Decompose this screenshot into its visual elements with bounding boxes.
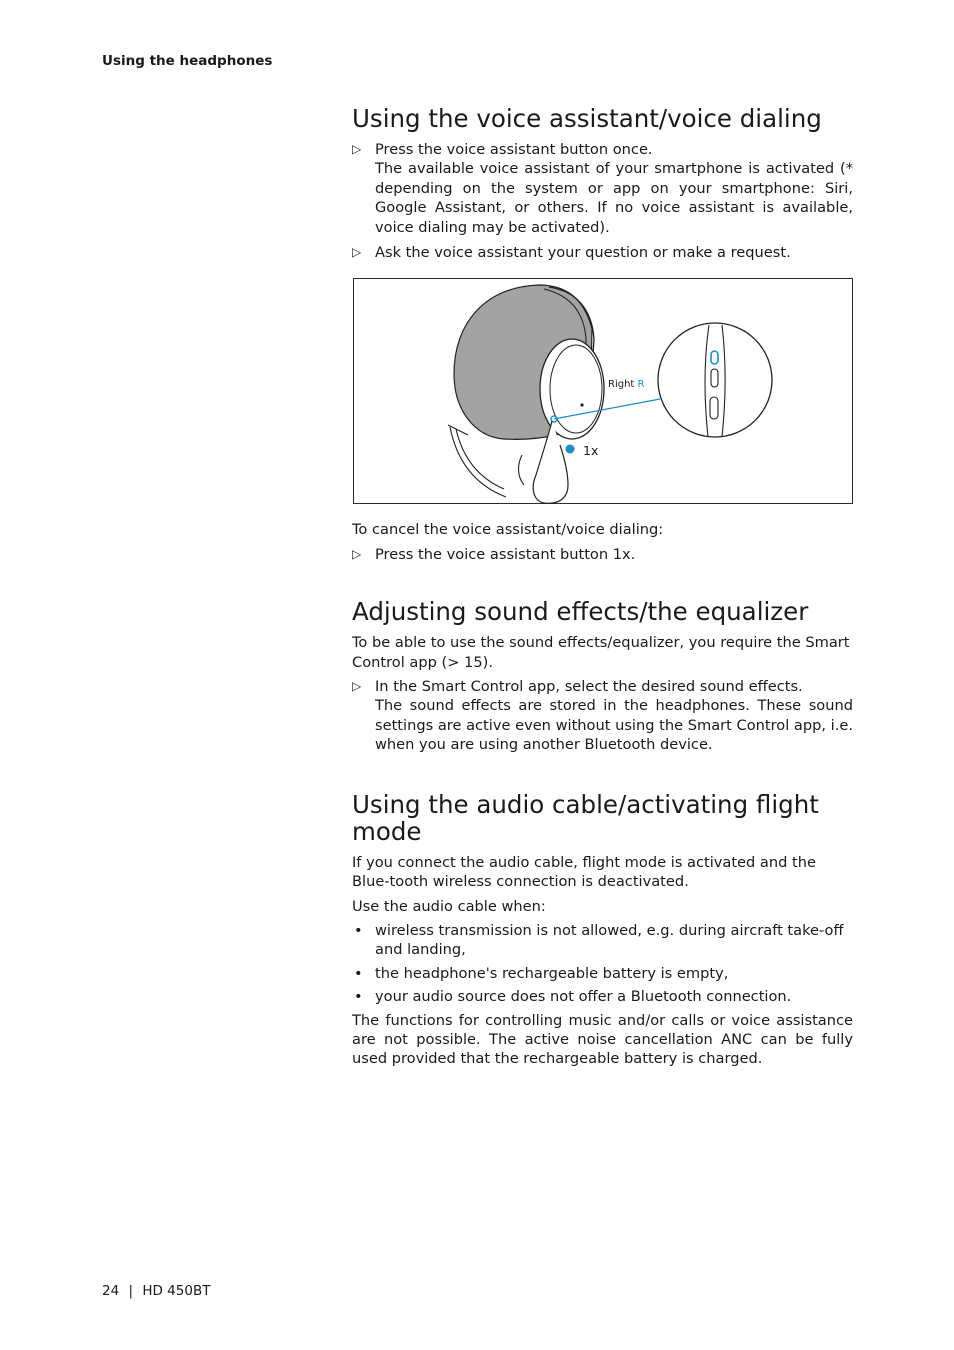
section-equalizer (352, 598, 853, 754)
cable-use-when: Use the audio cable when: (352, 897, 546, 915)
step-action-text: In the Smart Control app, select the desired sound effects. (375, 678, 803, 696)
heading-equalizer: Adjusting sound effects/the equalizer (352, 597, 809, 627)
press-count-label: 1x (583, 443, 599, 459)
ear-cup-inner (550, 345, 602, 433)
step-ask-assistant (352, 243, 853, 262)
heading-voice-assistant: Using the voice assistant/voice dialing (352, 104, 822, 133)
heading-audio-cable: Using the audio cable/activating flight mode (352, 789, 819, 846)
equalizer-intro: To be able to use the sound effects/equalizer, you require the Smart Control app (> 15). (352, 634, 850, 671)
bullet-icon: • (354, 921, 363, 939)
step-triangle-icon: ▷ (352, 546, 362, 561)
list-item-text: wireless transmission is not allowed, e.g. during aircraft take-off and landing, (375, 921, 844, 959)
side-label-text: Right (608, 379, 635, 391)
step-triangle-icon: ▷ (352, 679, 362, 694)
step-select-effects (352, 677, 853, 755)
cable-intro: If you connect the audio cable, flight mode is activated and the Blue-tooth wireless connection is deactivated. (352, 853, 816, 891)
step-action-text: Ask the voice assistant your question or make a request. (375, 244, 791, 262)
running-head: Using the headphones (102, 53, 273, 69)
section-audio-cable (352, 791, 853, 1069)
bullet-icon: • (354, 988, 363, 1006)
step-action-text: Press the voice assistant button once. (375, 141, 653, 158)
ear-cup-dot (580, 404, 583, 407)
cable-closing: The functions for controlling music and/or calls or voice assistance are not possible. The active noise cancellation ANC can be fully used provided that the rechargeable battery is charged. (352, 1011, 853, 1068)
list-item (352, 987, 853, 1006)
step-triangle-icon: ▷ (352, 142, 362, 156)
zoom-power-switch (710, 397, 718, 419)
page-number: 24 (102, 1283, 120, 1299)
side-letter: R (637, 379, 645, 391)
list-item-text: the headphone's rechargeable battery is empty, (375, 964, 729, 982)
page-content (352, 105, 853, 1074)
press-indicator-dot (566, 445, 575, 454)
step-cancel (352, 545, 853, 564)
footer-separator: | (128, 1283, 134, 1299)
cancel-intro: To cancel the voice assistant/voice dialing: (352, 521, 664, 539)
headphone-drawing (354, 279, 854, 505)
headphone-illustration (353, 278, 853, 504)
zoom-volume-button (711, 369, 718, 387)
bullet-icon: • (354, 964, 363, 982)
step-press-button (352, 140, 853, 237)
step-result-text: The available voice assistant of your smartphone is activated (* depending on the system or app on your smartphone: Siri, Google Assistant, or others. If no voice assistant is available, voice dialing may be activated). (375, 160, 853, 236)
page-footer (102, 1283, 210, 1299)
thumb-line (519, 455, 525, 485)
step-result-text: The sound effects are stored in the headphones. These sound settings are active even without using the Smart Control app, i.e. when you are using another Bluetooth device. (375, 697, 853, 754)
list-item-text: your audio source does not offer a Bluetooth connection. (375, 988, 792, 1006)
step-action-text: Press the voice assistant button 1x. (375, 545, 636, 563)
list-item (352, 921, 853, 960)
step-triangle-icon: ▷ (352, 245, 362, 260)
section-voice-assistant (352, 105, 853, 564)
side-label (608, 375, 644, 394)
zoom-voice-button (711, 351, 718, 364)
product-model: HD 450BT (142, 1283, 211, 1299)
list-item (352, 964, 853, 983)
